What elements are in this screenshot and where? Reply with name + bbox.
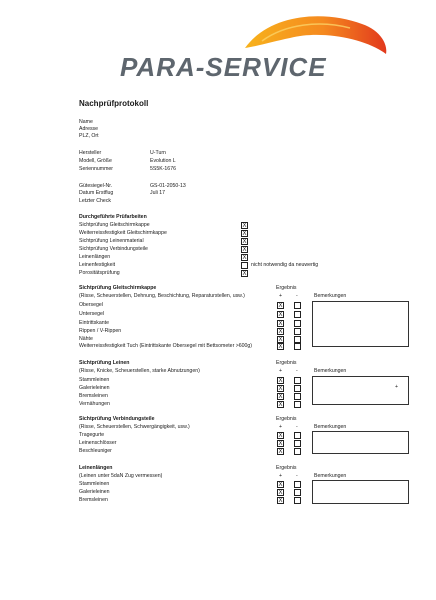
performed-item-label: Leinenlängen	[79, 254, 111, 260]
result-plus-checkbox[interactable]: X	[278, 490, 283, 496]
remarks-box[interactable]	[312, 301, 409, 347]
minus-column-label: -	[296, 368, 298, 374]
model-label: Modell, Größe	[79, 158, 112, 164]
check-item-label: Obersegel	[79, 302, 103, 308]
check-item-label: Untersegel	[79, 311, 105, 317]
result-minus-checkbox[interactable]	[294, 336, 301, 343]
remarks-label: Bemerkungen	[314, 368, 347, 374]
brand-logo-text: PARA-SERVICE	[120, 52, 327, 82]
result-plus-checkbox[interactable]: X	[278, 303, 283, 309]
serial-label: Seriennummer	[79, 166, 114, 172]
performed-heading: Durchgeführte Prüfarbeiten	[79, 214, 147, 220]
performed-checkbox[interactable]	[241, 262, 248, 269]
check-item-label: Leinenschlösser	[79, 440, 117, 446]
first-flight-label: Datum Erstflug	[79, 190, 114, 196]
result-label: Ergebnis	[276, 285, 297, 291]
result-minus-checkbox[interactable]	[294, 448, 301, 455]
minus-column-label: -	[296, 293, 298, 299]
performed-item-label: Sichtprüfung Gleitschirmkappe	[79, 222, 150, 228]
manufacturer-label: Hersteller	[79, 150, 102, 156]
remarks-mark: +	[395, 384, 399, 390]
check-item-label: Galerieleinen	[79, 489, 110, 495]
address-name: Name	[79, 119, 93, 125]
check-item-label: Galerieleinen	[79, 385, 110, 391]
result-plus-checkbox[interactable]: X	[278, 498, 283, 504]
result-label: Ergebnis	[276, 465, 297, 471]
result-label: Ergebnis	[276, 416, 297, 422]
performed-checkbox[interactable]: X	[242, 231, 247, 237]
result-plus-checkbox[interactable]: X	[278, 441, 283, 447]
section-subtitle: (Risse, Scheuerstellen, Schwergängigkeit, usw.)	[79, 424, 190, 430]
remarks-box[interactable]	[312, 376, 409, 405]
remarks-label: Bemerkungen	[314, 473, 347, 479]
check-item-label: Beschleuniger	[79, 448, 112, 454]
section-subtitle: (Risse, Scheuerstellen, Dehnung, Beschichtung, Reparaturstellen, usw.)	[79, 293, 245, 299]
last-check-label: Letzter Check	[79, 198, 112, 204]
seal-value: GS-01-2050-13	[150, 183, 186, 189]
performed-item-label: Sichtprüfung Verbindungsteile	[79, 246, 148, 252]
plus-column-label: +	[279, 473, 283, 479]
minus-column-label: -	[296, 424, 298, 430]
performed-checkbox[interactable]: X	[242, 223, 247, 229]
plus-column-label: +	[279, 424, 283, 430]
performed-item-label: Leinenfestigkeit	[79, 262, 116, 268]
section-subtitle: (Leinen unter 5daN Zug vermessen)	[79, 473, 163, 479]
plus-column-label: +	[279, 368, 283, 374]
remarks-box[interactable]	[312, 480, 409, 504]
serial-value: 5S5K-1676	[150, 166, 176, 172]
check-item-label: Vernähungen	[79, 401, 110, 407]
first-flight-value: Juli 17	[150, 190, 165, 196]
result-minus-checkbox[interactable]	[294, 385, 301, 392]
result-minus-checkbox[interactable]	[294, 320, 301, 327]
performed-checkbox[interactable]: X	[242, 247, 247, 253]
result-minus-checkbox[interactable]	[294, 328, 301, 335]
result-minus-checkbox[interactable]	[294, 401, 301, 408]
check-item-label: Eintrittskante	[79, 320, 109, 326]
section-heading: Leinenlängen	[79, 465, 113, 471]
check-item-label: Stammleinen	[79, 377, 110, 383]
result-plus-checkbox[interactable]: X	[278, 394, 283, 400]
result-minus-checkbox[interactable]	[294, 481, 301, 488]
result-minus-checkbox[interactable]	[294, 497, 301, 504]
check-item-label: Nähte	[79, 336, 93, 342]
check-item-label: Stammleinen	[79, 481, 110, 487]
remarks-label: Bemerkungen	[314, 293, 347, 299]
result-plus-checkbox[interactable]: X	[278, 337, 283, 343]
result-minus-checkbox[interactable]	[294, 302, 301, 309]
result-plus-checkbox[interactable]: X	[278, 449, 283, 455]
result-plus-checkbox[interactable]: X	[278, 312, 283, 318]
page-title: Nachprüfprotokoll	[79, 99, 149, 108]
manufacturer-value: U-Turn	[150, 150, 166, 156]
performed-item-label: Weiterreissfestigkeit Gleitschirmkappe	[79, 230, 167, 236]
performed-checkbox[interactable]: X	[242, 239, 247, 245]
remarks-box[interactable]	[312, 431, 409, 454]
result-minus-checkbox[interactable]	[294, 343, 301, 350]
address-city: PLZ, Ort	[79, 133, 99, 139]
performed-item-label: Sichtprüfung Leinenmaterial	[79, 238, 144, 244]
section-subtitle: (Risse, Knicke, Scheuerstellen, starke Abnutzungen)	[79, 368, 200, 374]
result-minus-checkbox[interactable]	[294, 393, 301, 400]
result-plus-checkbox[interactable]: X	[278, 433, 283, 439]
remarks-label: Bemerkungen	[314, 424, 347, 430]
result-minus-checkbox[interactable]	[294, 311, 301, 318]
result-plus-checkbox[interactable]: X	[278, 321, 283, 327]
check-item-label: Bremsleinen	[79, 393, 108, 399]
result-plus-checkbox[interactable]: X	[278, 344, 283, 350]
performed-item-label: Porositätsprüfung	[79, 270, 120, 276]
section-heading: Sichtprüfung Verbindungsteile	[79, 416, 155, 422]
minus-column-label: -	[296, 473, 298, 479]
check-item-label: Weiterreissfestigkeit Tuch (Eintrittskante Obersegel mit Bettsometer >600g)	[79, 343, 253, 349]
check-item-label: Rippen / V-Rippen	[79, 328, 122, 334]
check-item-label: Tragegurte	[79, 432, 105, 438]
section-heading: Sichtprüfung Gleitschirmkappe	[79, 285, 157, 291]
result-plus-checkbox[interactable]: X	[278, 378, 283, 384]
section-heading: Sichtprüfung Leinen	[79, 360, 130, 366]
result-plus-checkbox[interactable]: X	[278, 329, 283, 335]
result-minus-checkbox[interactable]	[294, 489, 301, 496]
result-minus-checkbox[interactable]	[294, 377, 301, 384]
result-label: Ergebnis	[276, 360, 297, 366]
performed-checkbox[interactable]: X	[242, 271, 247, 277]
result-plus-checkbox[interactable]: X	[278, 482, 283, 488]
address-street: Adresse	[79, 126, 99, 132]
result-plus-checkbox[interactable]: X	[278, 386, 283, 392]
model-value: Evolution L	[150, 158, 176, 164]
plus-column-label: +	[279, 293, 283, 299]
performed-item-note: nicht notwendig da neuwertig	[251, 262, 319, 268]
check-item-label: Bremsleinen	[79, 497, 108, 503]
result-minus-checkbox[interactable]	[294, 432, 301, 439]
performed-checkbox[interactable]: X	[242, 255, 247, 261]
result-minus-checkbox[interactable]	[294, 440, 301, 447]
result-plus-checkbox[interactable]: X	[278, 402, 283, 408]
seal-label: Gütesiegel-Nr.	[79, 183, 113, 189]
